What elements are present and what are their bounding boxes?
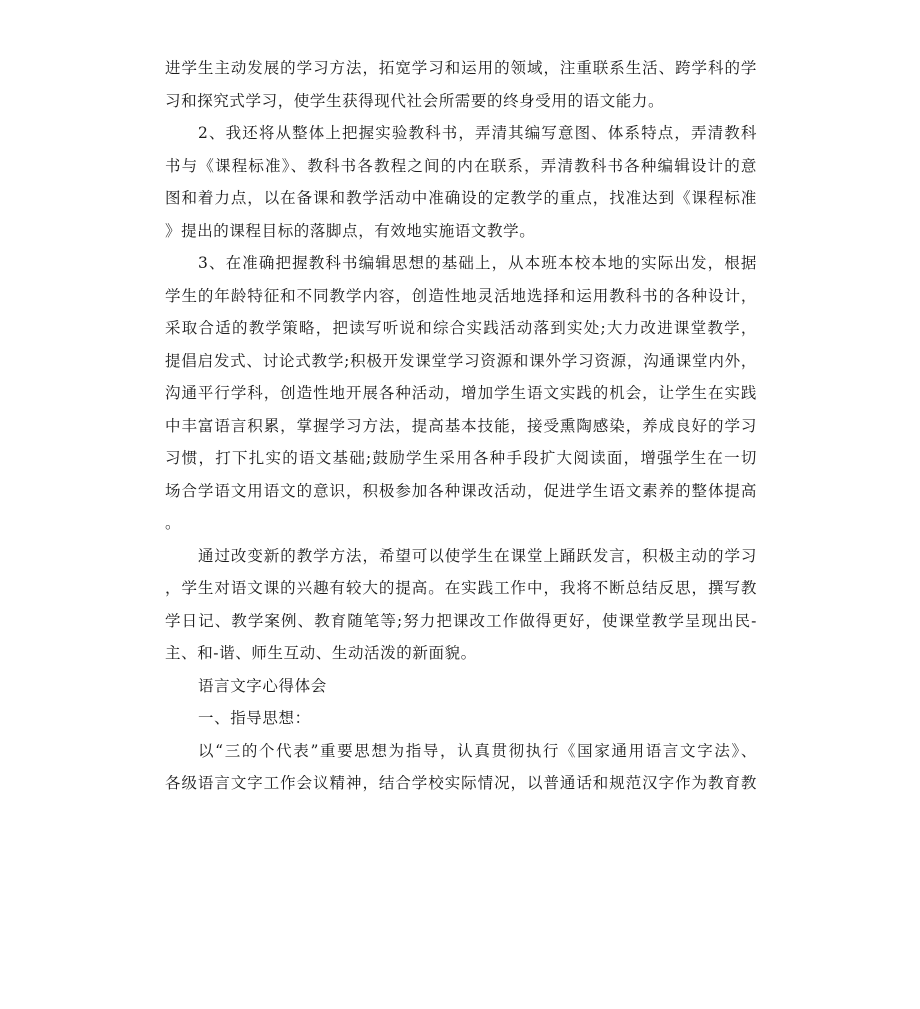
section-title: 语言文字心得体会	[198, 676, 327, 695]
text-line: 场合学语文用语文的意识，积极参加各种课改活动，促进学生语文素养的整体提高	[165, 481, 757, 500]
text-line: 图和着力点，以在备课和教学活动中准确设的定教学的重点，找准达到《课程标准	[165, 189, 757, 207]
text-line: 主、和-谐、师生互动、生动活泼的新面貌。	[165, 644, 477, 662]
text-line: 各级语言文字工作会议精神，结合学校实际情况，以普通话和规范汉字作为教育教	[165, 774, 757, 792]
text-line: ，学生对语文课的兴趣有较大的提高。在实践工作中，我将不断总结反思，撰写教	[165, 579, 757, 597]
text-line: 》提出的课程目标的落脚点，有效地实施语文教学。	[165, 221, 536, 240]
text-line: 沟通平行学科，创造性地开展各种活动，增加学生语文实践的机会，让学生在实践	[165, 384, 757, 402]
text-line: 学日记、教学案例、教育随笔等;努力把课改工作做得更好，使课堂教学呈现出民-	[165, 611, 757, 630]
text-line: 学生的年龄特征和不同教学内容，创造性地灵活地选择和运用教科书的各种设计，	[165, 286, 757, 305]
text-line: 提倡启发式、讨论式教学;积极开发课堂学习资源和课外学习资源，沟通课堂内外，	[165, 351, 757, 370]
text-line: 。	[165, 514, 182, 532]
text-line: 采取合适的教学策略，把读写听说和综合实践活动落到实处;大力改进课堂教学，	[165, 319, 757, 337]
text-line: 习惯，打下扎实的语文基础;鼓励学生采用各种手段扩大阅读面，增强学生在一切	[165, 449, 757, 467]
text-line: 习和探究式学习，使学生获得现代社会所需要的终身受用的语文能力。	[165, 91, 665, 110]
text-line: 书与《课程标准》、教科书各教程之间的内在联系，弄清教科书各种编辑设计的意	[165, 156, 757, 175]
text-line: 进学生主动发展的学习方法，拓宽学习和运用的领域，注重联系生活、跨学科的学	[165, 59, 757, 77]
text-line: 以“三的个代表”重要思想为指导，认真贯彻执行《国家通用语言文字法》、	[198, 741, 757, 760]
text-line: 中丰富语言积累，掌握学习方法，提高基本技能，接受熏陶感染，养成良好的学习	[165, 416, 757, 435]
document-body	[165, 52, 757, 800]
text-line: 2、我还将从整体上把握实验教科书，弄清其编写意图、体系特点，弄清教科	[198, 124, 757, 142]
text-line: 3、在准确把握教科书编辑思想的基础上，从本班本校本地的实际出发，根据	[198, 254, 757, 272]
section-heading: 一、指导思想：	[198, 709, 311, 727]
text-line: 通过改变新的教学方法，希望可以使学生在课堂上踊跃发言，积极主动的学习	[198, 546, 757, 565]
